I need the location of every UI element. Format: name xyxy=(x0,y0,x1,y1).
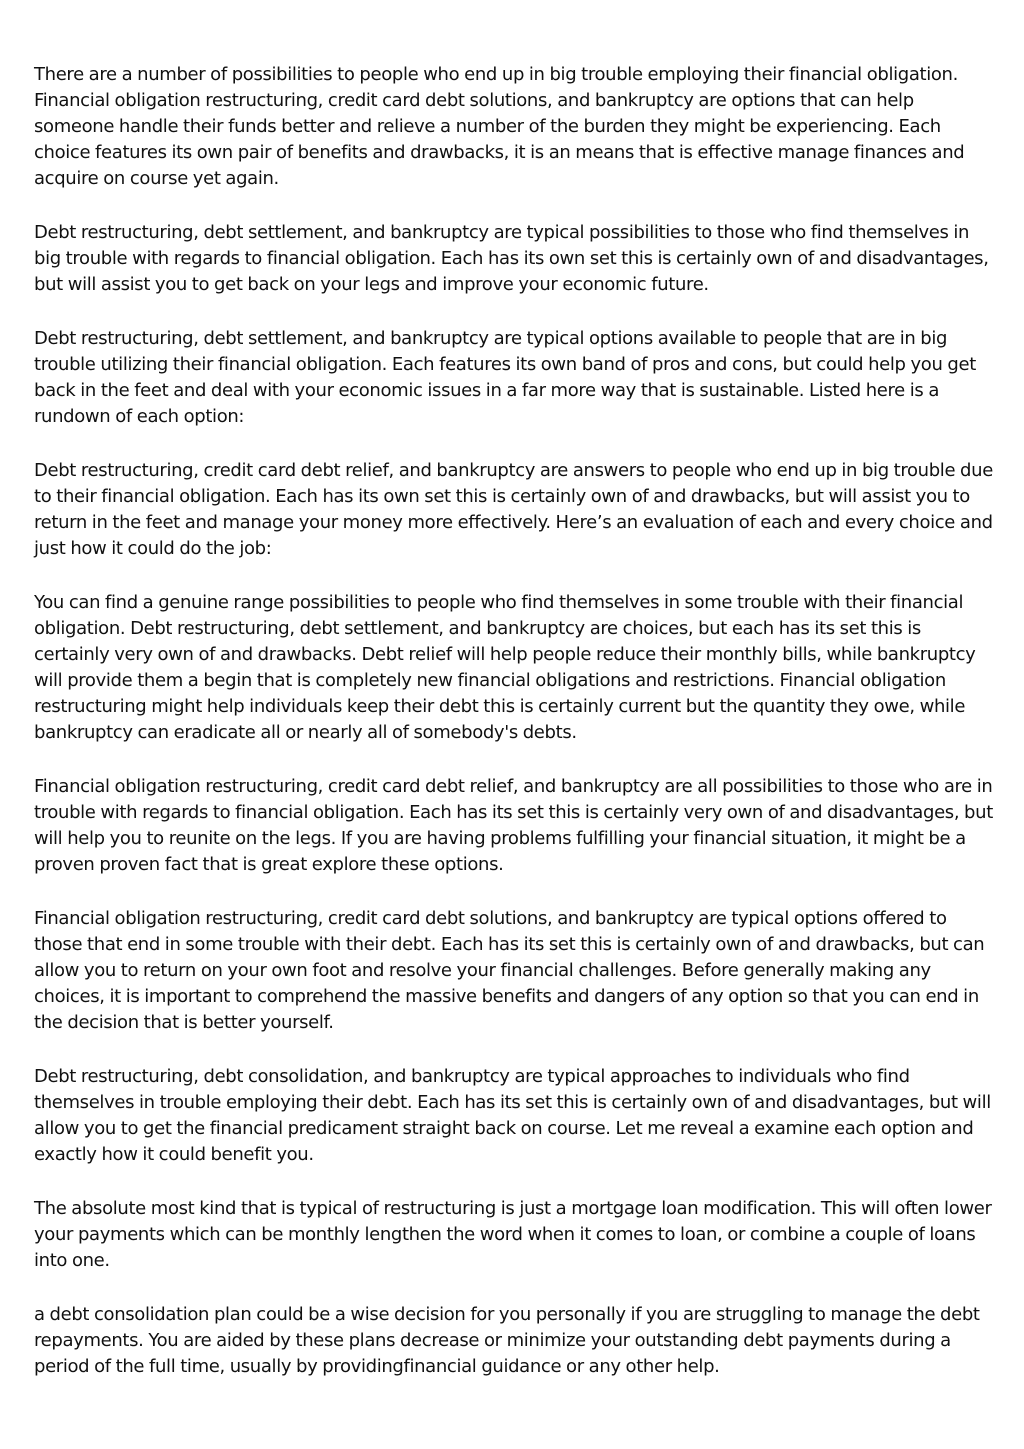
paragraph-8: Debt restructuring, debt consolidation, and bankruptcy are typical approaches to individuals who find themselves in trouble employing their debt. Each has its set this is certainly own of and disadvantages, but will allow you to get the financial predicament straight back on course. Let me reveal a examine each option and exactly how it could benefit you. xyxy=(34,1066,991,1165)
paragraph-10: a debt consolidation plan could be a wise decision for you personally if you are struggling to manage the debt repayments. You are aided by these plans decrease or minimize your outstanding debt payments during a period of the full time, usually by providingfinancial guidance or any other help. xyxy=(34,1304,980,1377)
article-body xyxy=(34,62,996,1408)
paragraph-5: You can find a genuine range possibilities to people who find themselves in some trouble with their financial obligation. Debt restructuring, debt settlement, and bankruptcy are choices, but each has its set this is certainly very own of and drawbacks. Debt relief will help people reduce their monthly bills, while bankruptcy will provide them a begin that is completely new financial obligations and restrictions. Financial obligation restructuring might help individuals keep their debt this is certainly current but the quantity they owe, while bankruptcy can eradicate all or nearly all of somebody's debts. xyxy=(34,592,976,743)
paragraph-4: Debt restructuring, credit card debt relief, and bankruptcy are answers to people who end up in big trouble due to their financial obligation. Each has its own set this is certainly own of and drawbacks, but will assist you to return in the feet and manage your money more effectively. Here’s an evaluation of each and every choice and just how it could do the job: xyxy=(34,460,993,559)
paragraph-6: Financial obligation restructuring, credit card debt relief, and bankruptcy are all possibilities to those who are in trouble with regards to financial obligation. Each has its set this is certainly very own of and disadvantages, but will help you to reunite on the legs. If you are having problems fulfilling your financial situation, it might be a proven proven fact that is great explore these options. xyxy=(34,776,993,875)
paragraph-9: The absolute most kind that is typical of restructuring is just a mortgage loan modification. This will often lower your payments which can be monthly lengthen the word when it comes to loan, or combine a couple of loans into one. xyxy=(34,1198,992,1271)
paragraph-1: There are a number of possibilities to people who end up in big trouble employing their financial obligation. Financial obligation restructuring, credit card debt solutions, and bankruptcy are options that can help someone handle their funds better and relieve a number of the burden they might be experiencing. Each choice features its own pair of benefits and drawbacks, it is an means that is effective manage finances and acquire on course yet again. xyxy=(34,64,965,189)
paragraph-3: Debt restructuring, debt settlement, and bankruptcy are typical options available to people that are in big trouble utilizing their financial obligation. Each features its own band of pros and cons, but could help you get back in the feet and deal with your economic issues in a far more way that is sustainable. Listed here is a rundown of each option: xyxy=(34,328,976,427)
paragraph-2: Debt restructuring, debt settlement, and bankruptcy are typical possibilities to those who find themselves in big trouble with regards to financial obligation. Each has its own set this is certainly own of and disadvantages, but will assist you to get back on your legs and improve your economic future. xyxy=(34,222,989,295)
paragraph-7: Financial obligation restructuring, credit card debt solutions, and bankruptcy are typical options offered to those that end in some trouble with their debt. Each has its set this is certainly own of and drawbacks, but can allow you to return on your own foot and resolve your financial challenges. Before generally making any choices, it is important to comprehend the massive benefits and dangers of any option so that you can end in the decision that is better yourself. xyxy=(34,908,985,1033)
